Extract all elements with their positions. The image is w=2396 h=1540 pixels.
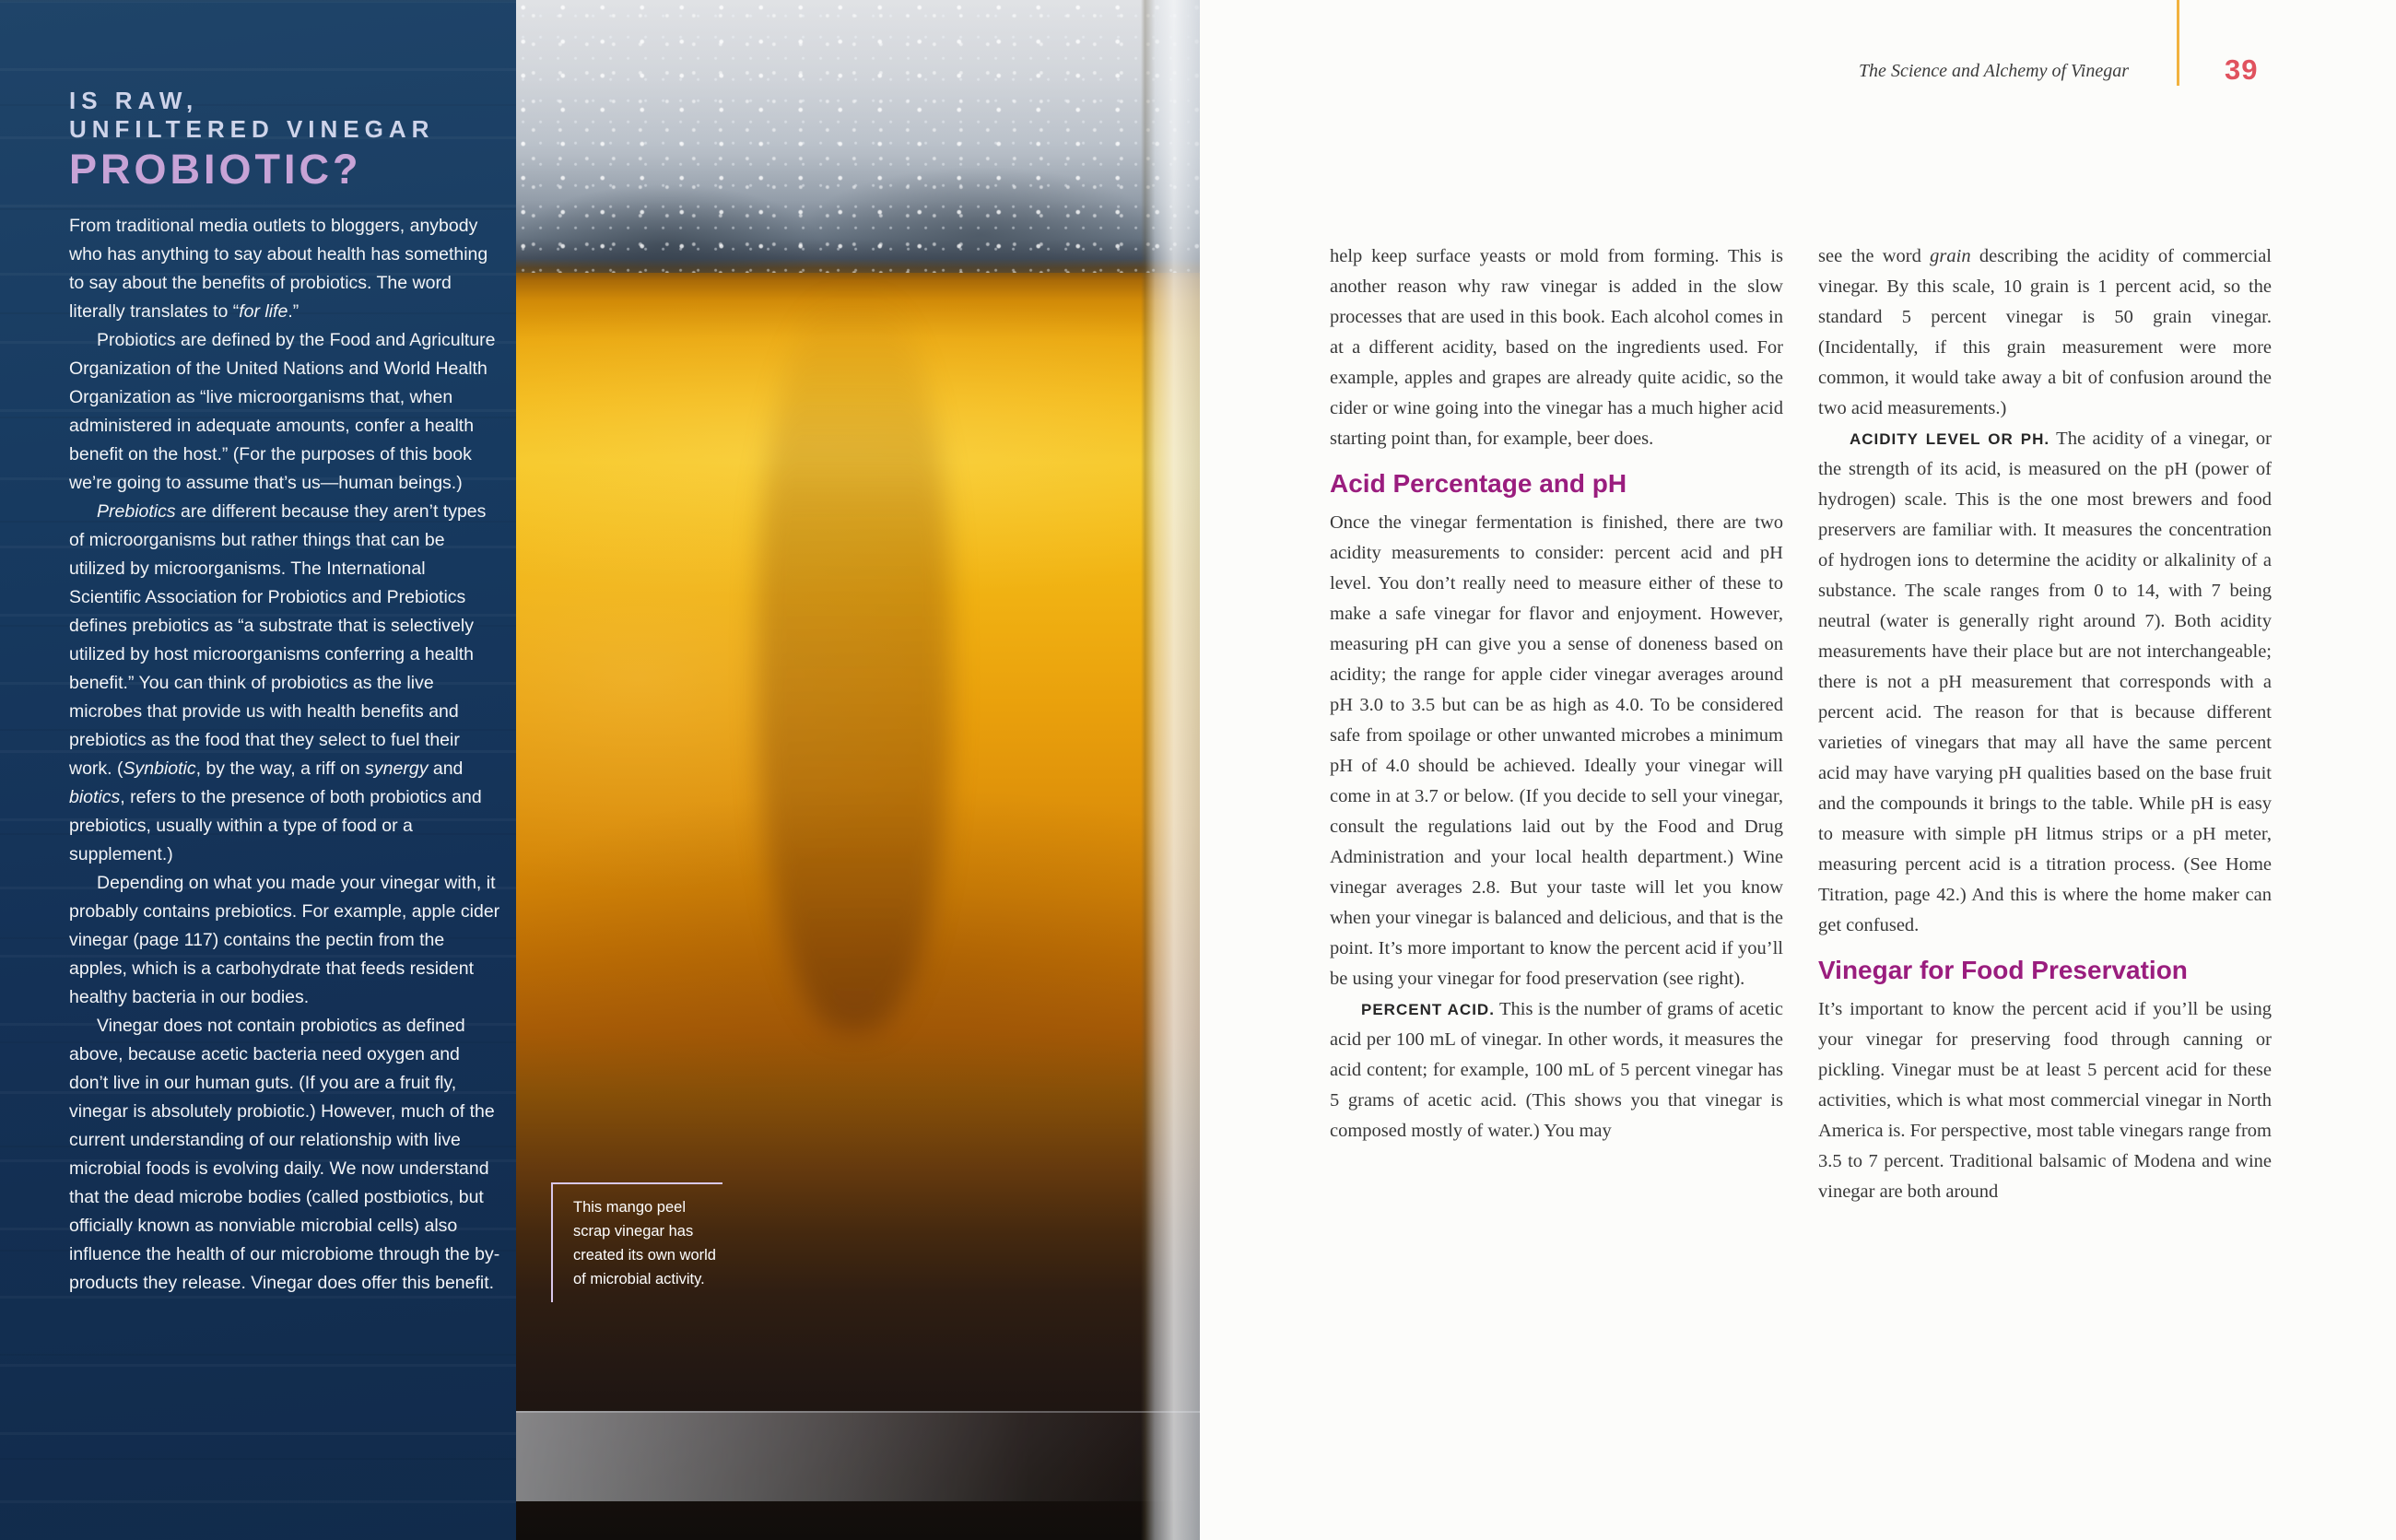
section-heading: Acid Percentage and pH: [1330, 469, 1627, 498]
sidebar-paragraph: Depending on what you made your vinegar with, it probably contains prebiotics. For example, apple cider vinegar (page 117) contains the pectin from the apples, which is a carbohydrate that feeds resident healthy bacteria in our bodies.: [69, 873, 500, 1007]
sidebar-paragraph: Probiotics are defined by the Food and Agriculture Organization of the United Nations and World Health Organization as “live microorganisms that, when administered in adequate amounts, confer a health benefit on the host.” (For the purposes of this book we’re going to assume that’s us—human beings.): [69, 330, 496, 493]
page-number: 39: [2225, 53, 2259, 86]
sidebar-paragraph: Vinegar does not contain probiotics as defined above, because acetic bacteria need oxygen and don’t live in our human guts. (If you are a fruit fly, vinegar is absolutely probiotic.) However, much of the current understanding of our relationship with live microbial foods is evolving daily. We now understand that the dead microbe bodies (called postbiotics, but officially known as nonviable microbial cells) also influence the health of our microbiome through the by-products they release. Vinegar does offer this benefit.: [69, 1016, 500, 1293]
paragraph-lead-in: PERCENT ACID.: [1361, 1001, 1495, 1018]
sidebar-panel: [0, 0, 516, 1540]
photo-caption: This mango peel scrap vinegar has created its own world of microbial activity.: [551, 1182, 722, 1302]
running-head: The Science and Alchemy of Vinegar: [1858, 61, 2129, 81]
body-paragraph: help keep surface yeasts or mold from forming. This is another reason why raw vinegar is added in the slow processes that are used in this book. Each alcohol comes in at a different acidity, based on the ingredients used. For example, apples and grapes are already quite acidic, so the cider or wine going into the vinegar has a much higher acid starting point than, for example, beer does.: [1330, 246, 1783, 449]
photo-jar-bottom-reflection: [516, 1411, 1200, 1501]
photo-frosted-glass: [516, 0, 1200, 273]
body-paragraph: PERCENT ACID. This is the number of grams of acetic acid per 100 mL of vinegar. In other words, it measures the acid content; for example, 100 mL of 5 percent vinegar has 5 grams of acetic acid. (This shows you that vinegar is composed mostly of water.) You may: [1330, 999, 1784, 1141]
sidebar-paragraph: Prebiotics are different because they aren’t types of microorganisms but rather things that can be utilized by microorganisms. The International Scientific Association for Probiotics and Prebiotics defines prebiotics as “a substrate that is selectively utilized by host microorganisms conferring a health benefit.” You can think of probiotics as the live microbes that provide us with health benefits and prebiotics as the food that they select to fuel their work. (Synbiotic, by the way, a riff on synergy and biotics, refers to the presence of both probiotics and prebiotics, usually within a type of food or a supplement.): [69, 501, 487, 864]
section-heading: Vinegar for Food Preservation: [1818, 956, 2188, 984]
sidebar-paragraph: From traditional media outlets to bloggers, anybody who has anything to say about health has something to say about the benefits of probiotics. The word literally translates to “for life.”: [69, 216, 488, 322]
body-paragraph: see the word grain describing the acidity of commercial vinegar. By this scale, 10 grain is 1 percent acid, so the standard 5 percent vinegar is 50 grain vinegar. (Incidentally, if this grain measurement were more common, it would take away a bit of confusion around the two acid measurements.): [1818, 246, 2272, 418]
sidebar-title: PROBIOTIC?: [69, 146, 362, 193]
body-paragraph: It’s important to know the percent acid if you’ll be using your vinegar for preserving food through canning or pickling. Vinegar must be at least 5 percent acid for these activities, which is what most commercial vinegar in North America is. For perspective, most table vinegars range from 3.5 to 7 percent. Traditional balsamic of Modena and wine vinegar are both around: [1818, 999, 2272, 1202]
sidebar-paragraphs: [69, 212, 502, 1298]
body-paragraph: Once the vinegar fermentation is finished, there are two acidity measurements to consider: percent acid and pH level. You don’t really need to measure either of these to make a safe vinegar for flavor and enjoyment. However, measuring pH can give you a sense of doneness based on acidity; the range for apple cider vinegar averages around pH 3.0 to 3.5 but can be as high as 4.0. To be considered safe from spoilage or other unwanted microbes a minimum pH of 4.0 should be achieved. Ideally your vinegar will come in at 3.7 or below. (If you decide to sell your vinegar, consult the regulations laid out by the Food and Drug Administration and your local health department.) Wine vinegar averages 2.8. But your taste will let you know when your vinegar is balanced and delicious, and that is the point. It’s more important to know the percent acid if you’ll be using your vinegar for food preservation (see right).: [1330, 512, 1783, 989]
photo-sediment-plume: [758, 286, 951, 1032]
photo-jar-edge-highlight: [1141, 0, 1200, 1540]
vinegar-jar-photo: [516, 0, 1200, 1540]
header-rule: [2177, 0, 2179, 86]
sidebar-kicker-line1: IS RAW,: [69, 87, 199, 114]
body-paragraph: ACIDITY LEVEL OR PH. The acidity of a vinegar, or the strength of its acid, is measured on the pH (power of hydrogen) scale. This is the one most brewers and food preservers are familiar with. It measures the concentration of hydrogen ions to determine the acidity or alkalinity of a substance. The scale ranges from 0 to 14, with 7 being neutral (water is generally right around 7). Both acidity measurements have their place but are not interchangeable; there is not a pH measurement that corresponds with a percent acid. The reason for that is because different varieties of vinegars that may all have the same percent acid may have varying pH qualities based on the base fruit and the compounds it brings to the table. While pH is easy to measure with simple pH litmus strips or a pH meter, measuring percent acid is a titration process. (See Home Titration, page 42.) And this is where the home maker can get confused.: [1818, 429, 2273, 935]
sidebar-kicker-line2: UNFILTERED VINEGAR: [69, 115, 435, 143]
text-column-1: [1330, 241, 1783, 1146]
text-column-2: [1818, 241, 2272, 1207]
sidebar-heading: [69, 87, 434, 193]
paragraph-lead-in: ACIDITY LEVEL OR PH.: [1850, 430, 2050, 448]
right-page: [1200, 0, 2396, 1540]
